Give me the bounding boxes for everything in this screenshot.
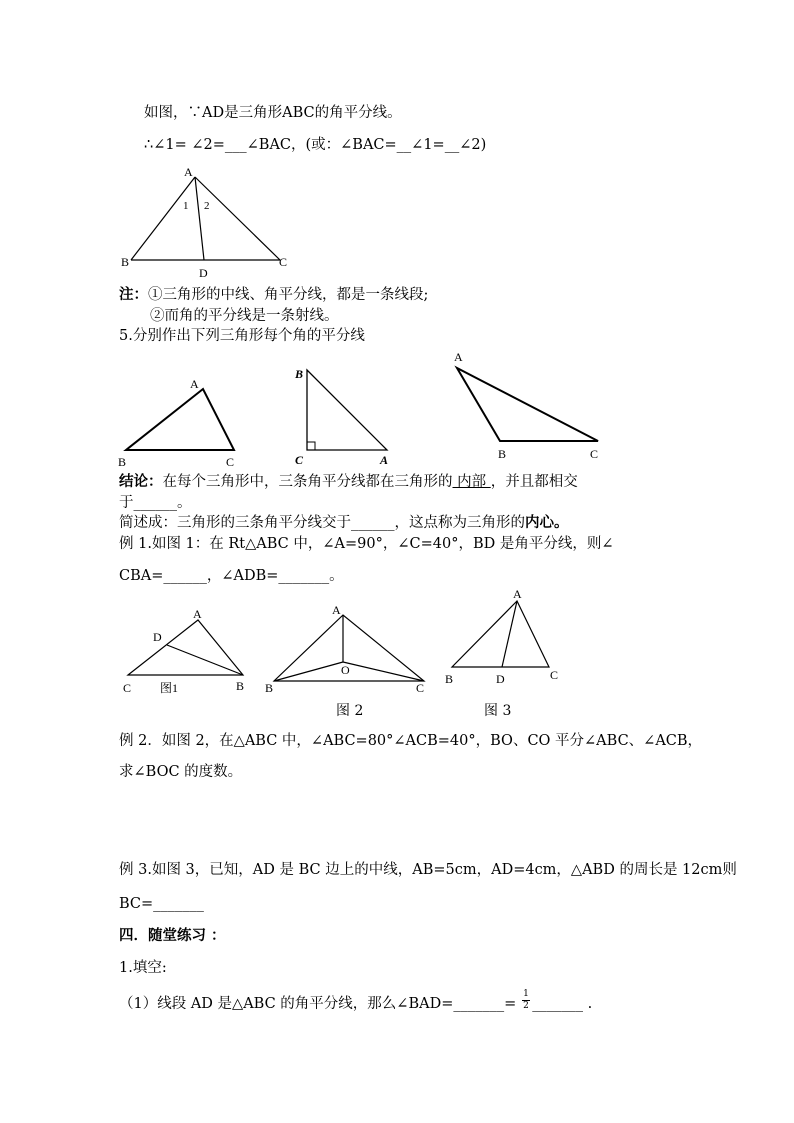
conclusion-text-2: ，并且都相交 — [490, 474, 578, 490]
tri3-label-c: C — [590, 447, 599, 461]
conclusion-line-1 — [119, 475, 578, 490]
fig3-label-b: B — [445, 672, 454, 686]
conclusion-line-2: 于______。 — [119, 495, 192, 511]
figure-1 — [118, 603, 253, 698]
fig1-caption: 图1 — [160, 681, 179, 695]
fill-title: 1.填空: — [119, 960, 167, 976]
question-5: 5.分别作出下列三角形每个角的平分线 — [119, 328, 365, 344]
fill-q1-prefix: （1）线段 AD 是△ABC 的角平分线，那么∠BAD=_______= — [119, 996, 517, 1012]
fig2-label-c: C — [416, 681, 425, 695]
note-line-1 — [119, 288, 428, 303]
vertex-label-c: C — [279, 255, 288, 269]
fig1-label-d: D — [153, 630, 162, 644]
fig1-label-a: A — [193, 607, 202, 621]
example-2-line-2: 求∠BOC 的度数。 — [119, 764, 243, 780]
summary-prefix: 简述成：三角形的三条角平分线交于______，这点称为三角形的 — [119, 515, 525, 531]
fraction-denominator: 2 — [523, 1001, 529, 1011]
tri3-label-b: B — [498, 447, 507, 461]
example-3-line-2: BC=_______ — [119, 896, 204, 912]
vertex-label-b: B — [121, 255, 130, 269]
intro-line-2: ∴∠1= ∠2=___∠BAC，(或：∠BAC=__∠1=__∠2) — [144, 137, 487, 153]
tri1-label-b: B — [118, 455, 127, 469]
triangle-2 — [290, 363, 395, 468]
angle-label-1: 1 — [183, 200, 189, 212]
vertex-label-d: D — [199, 266, 208, 280]
angle-label-2: 2 — [204, 200, 210, 212]
fig2-label-b: B — [265, 681, 274, 695]
example-2-line-1: 例 2．如图 2，在△ABC 中，∠ABC=80°∠ACB=40°，BO、CO 平分∠ABC、∠ACB， — [119, 733, 703, 749]
tri2-label-a: A — [380, 453, 389, 467]
vertex-label-a: A — [184, 165, 193, 179]
tri2-label-b: B — [295, 367, 304, 381]
example-1-line-1: 例 1.如图 1：在 Rt△ABC 中，∠A=90°，∠C=40°，BD 是角平分线，则∠ — [119, 536, 614, 552]
tri1-label-c: C — [226, 455, 235, 469]
fig3-label-c: C — [550, 668, 559, 682]
tri2-label-c: C — [295, 453, 304, 467]
figure-3 — [440, 585, 570, 687]
note-label: 注： — [119, 286, 148, 303]
figure-2 — [262, 602, 437, 697]
conclusion-blank: 内部 — [452, 474, 491, 490]
fig2-label-o: O — [341, 663, 350, 677]
conclusion-text-1: 在每个三角形中，三条角平分线都在三角形的 — [162, 474, 453, 490]
note-item-1: ①三角形的中线、角平分线，都是一条线段; — [148, 287, 429, 303]
note-item-2: ②而角的平分线是一条射线。 — [150, 308, 339, 324]
section-4-heading: 四．随堂练习 ： — [119, 927, 226, 944]
conclusion-summary — [119, 516, 569, 531]
conclusion-label: 结论： — [119, 473, 163, 490]
fig2-label-a: A — [332, 603, 341, 617]
fig1-label-b: B — [236, 679, 245, 693]
tri1-label-a: A — [190, 377, 199, 391]
fig1-label-c: C — [123, 681, 132, 695]
fig3-caption: 图 3 — [484, 703, 512, 719]
intro-line-1: 如图，∵AD是三角形ABC的角平分线。 — [144, 105, 402, 121]
fill-q1-suffix: _______ . — [532, 996, 593, 1012]
fig3-label-d: D — [496, 672, 505, 686]
fig2-caption: 图 2 — [336, 703, 364, 719]
triangle-3 — [450, 348, 610, 461]
example-3-line-1: 例 3.如图 3，已知，AD 是 BC 边上的中线，AB=5cm，AD=4cm，△ABD 的周长是 12cm则 — [119, 862, 737, 878]
tri3-label-a: A — [454, 350, 463, 364]
fig3-label-a: A — [513, 587, 522, 601]
example-1-line-2: CBA=______，∠ADB=_______。 — [119, 568, 344, 584]
summary-incenter: 内心。 — [525, 514, 569, 531]
triangle-1 — [115, 378, 250, 468]
fraction-numerator: 1 — [523, 989, 529, 999]
figure-angle-bisector — [115, 165, 305, 280]
